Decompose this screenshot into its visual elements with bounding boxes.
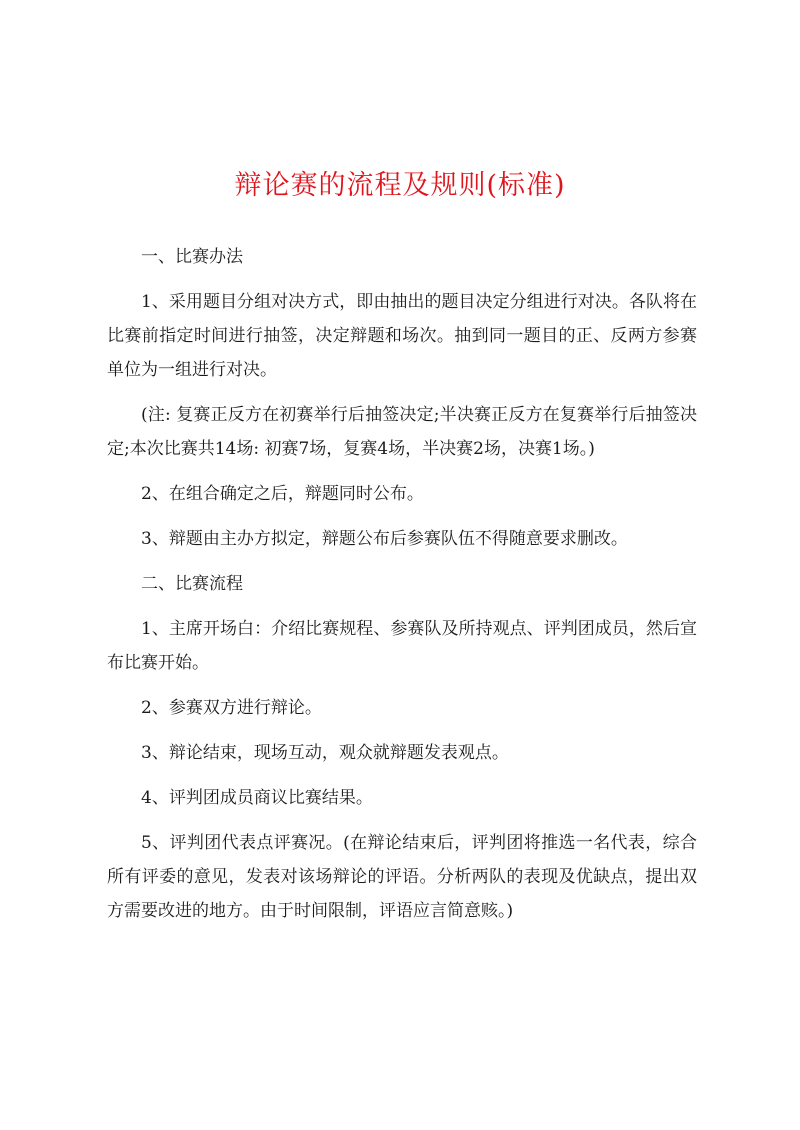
paragraph-audience-interaction: 3、辩论结束，现场互动，观众就辩题发表观点。 xyxy=(141,743,509,763)
section-heading-competition-process: 二、比赛流程 xyxy=(141,574,243,594)
paragraph-topic-rules: 3、辩题由主办方拟定，辩题公布后参赛队伍不得随意要求删改。 xyxy=(141,529,628,549)
paragraph-note-schedule: (注: 复赛正反方在初赛举行后抽签决定;半决赛正反方在复赛举行后抽签决定;本次比赛共14场: 初赛7场，复赛4场，半决赛2场，决赛1场。) xyxy=(107,405,697,459)
paragraph-grouping-method: 1、采用题目分组对决方式，即由抽出的题目决定分组进行对决。各队将在比赛前指定时间进行抽签，决定辩题和场次。抽到同一题目的正、反两方参赛单位为一组进行对决。 xyxy=(107,292,697,380)
paragraph-judges-deliberation: 4、评判团成员商议比赛结果。 xyxy=(141,788,373,808)
paragraph-debate: 2、参赛双方进行辩论。 xyxy=(141,698,322,718)
paragraph-chair-opening: 1、主席开场白：介绍比赛规程、参赛队及所持观点、评判团成员，然后宣布比赛开始。 xyxy=(107,619,697,673)
document-body xyxy=(107,240,697,928)
paragraph-judges-review: 5、评判团代表点评赛况。(在辩论结束后，评判团将推选一名代表，综合所有评委的意见，发表对该场辩论的评语。分析两队的表现及优缺点，提出双方需要改进的地方。由于时间限制，评语应言简意赅。) xyxy=(107,833,697,921)
paragraph-topic-announcement: 2、在组合确定之后，辩题同时公布。 xyxy=(141,484,424,504)
document-title: 辩论赛的流程及规则(标准) xyxy=(234,170,566,201)
section-heading-competition-method: 一、比赛办法 xyxy=(141,247,243,267)
